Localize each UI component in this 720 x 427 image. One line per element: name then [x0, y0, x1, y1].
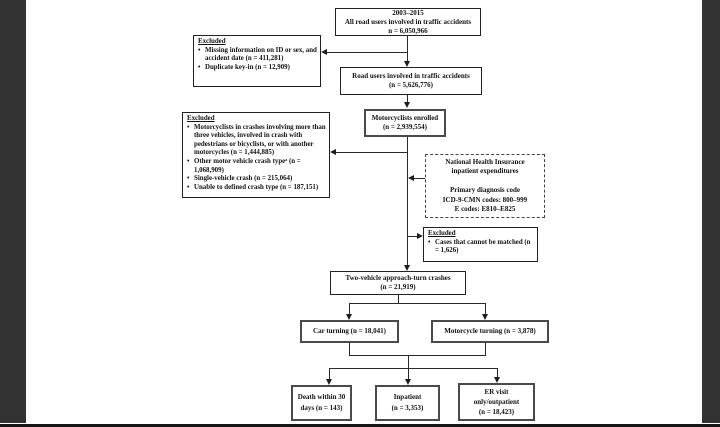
box-death-within-30-days	[291, 385, 352, 421]
excluded-title: Excluded	[187, 115, 215, 122]
box-text: Two-vehicle approach-turn crashes	[345, 274, 451, 282]
right-frame-bar	[702, 0, 720, 423]
box-text: inpatient expenditures	[451, 167, 519, 175]
bullet-icon: •	[187, 183, 190, 191]
box-text: (n = 2,939,554)	[382, 123, 428, 131]
excluded-item-text: Cases that cannot be matched (n = 1,626)	[435, 238, 531, 255]
flow-line	[349, 355, 486, 356]
box-excluded-1	[193, 35, 321, 87]
box-text: Inpatient	[393, 393, 422, 401]
excluded-item	[187, 184, 327, 193]
box-text: (n = 3,353)	[391, 404, 424, 412]
flow-line	[408, 236, 417, 237]
excluded-item-text: Motorcyclists in crashes involving more than three vehicles, involved in crash with pedestrians or bicyclists, or with another motorcycles (n = 1,444,885)	[194, 123, 326, 157]
box-excluded-2	[182, 112, 330, 198]
box-nhi-inpatient-expenditures	[425, 154, 545, 218]
bullet-icon: •	[187, 175, 190, 183]
box-text: National Health Insurance	[445, 157, 525, 166]
bullet-icon: •	[428, 238, 431, 246]
flow-line	[414, 178, 425, 179]
box-text: (n = 21,919)	[380, 283, 416, 291]
box-road-users-involved	[340, 67, 482, 95]
box-text: Car turning (n = 18,041)	[313, 327, 386, 335]
left-frame-bar	[0, 0, 26, 423]
flow-line	[485, 303, 486, 314]
excluded-item	[187, 158, 327, 175]
box-text: (n = 5,626,776)	[388, 81, 434, 89]
box-motorcycle-turning	[431, 320, 549, 343]
box-text: Death within 30	[297, 393, 346, 401]
flow-line	[398, 295, 399, 303]
flow-line	[408, 355, 409, 368]
box-inpatient	[375, 385, 440, 421]
bullet-icon: •	[198, 46, 201, 54]
box-excluded-3	[423, 227, 538, 262]
flow-line	[336, 152, 407, 153]
box-car-turning	[300, 320, 399, 343]
box-text: All road users involved in traffic accidents	[344, 17, 472, 26]
box-text: ER visit	[484, 388, 509, 396]
box-two-vehicle-crashes	[330, 271, 466, 295]
bullet-icon: •	[198, 63, 201, 71]
bullet-icon: •	[187, 157, 190, 165]
excluded-item-text: Missing information on ID or sex, and accident date (n = 411,281)	[205, 46, 317, 63]
arrowhead-left-icon	[330, 149, 336, 155]
bullet-icon: •	[187, 123, 190, 131]
flow-line	[407, 137, 408, 265]
flow-line	[349, 343, 350, 355]
flow-line	[349, 303, 350, 314]
box-text: (n = 18,423)	[478, 408, 515, 416]
excluded-item-text: Duplicate key-in (n = 12,909)	[205, 63, 290, 71]
box-text: 2003–2015	[392, 8, 424, 17]
excluded-item	[198, 64, 318, 73]
flow-line	[407, 36, 408, 61]
excluded-item	[187, 124, 327, 158]
flow-line	[349, 303, 486, 304]
excluded-item-text: Single-vehicle crash (n = 215,064)	[194, 175, 293, 183]
box-er-visit-outpatient	[458, 383, 535, 421]
flow-line	[485, 343, 486, 355]
box-text: n = 6,050,966	[388, 26, 428, 35]
box-text: only/outpatient	[473, 398, 520, 406]
excluded-title: Excluded	[428, 230, 456, 237]
excluded-item-text: Unable to defined crash type (n = 187,151)	[194, 183, 319, 191]
box-text: Motorcyclists enrolled	[371, 114, 439, 122]
box-motorcyclists-enrolled	[364, 109, 446, 137]
excluded-title: Excluded	[198, 38, 226, 45]
excluded-item	[187, 175, 327, 184]
box-text: ICD-9-CMN codes: 800–999	[442, 195, 528, 204]
flow-line	[329, 368, 498, 369]
flow-line	[407, 95, 408, 102]
arrowhead-left-icon	[408, 175, 414, 181]
box-text: days (n = 143)	[300, 404, 343, 412]
flow-line	[327, 52, 408, 53]
excluded-item	[198, 47, 318, 64]
flow-line	[329, 368, 330, 379]
box-text: Motorcycle turning (n = 3,878)	[444, 327, 536, 335]
flow-line	[497, 368, 498, 377]
excluded-item-text: Other motor vehicle crash typeᵃ (n = 1,068,909)	[194, 157, 301, 174]
arrowhead-left-icon	[321, 49, 327, 55]
box-text: Road users involved in traffic accidents	[352, 72, 470, 80]
arrowhead-down-icon	[404, 102, 410, 108]
box-all-road-users	[335, 8, 481, 36]
box-text: Primary diagnosis code	[450, 186, 520, 194]
box-text: E codes: E810–E825	[454, 205, 516, 213]
excluded-item	[428, 239, 535, 256]
flow-line	[408, 368, 409, 379]
